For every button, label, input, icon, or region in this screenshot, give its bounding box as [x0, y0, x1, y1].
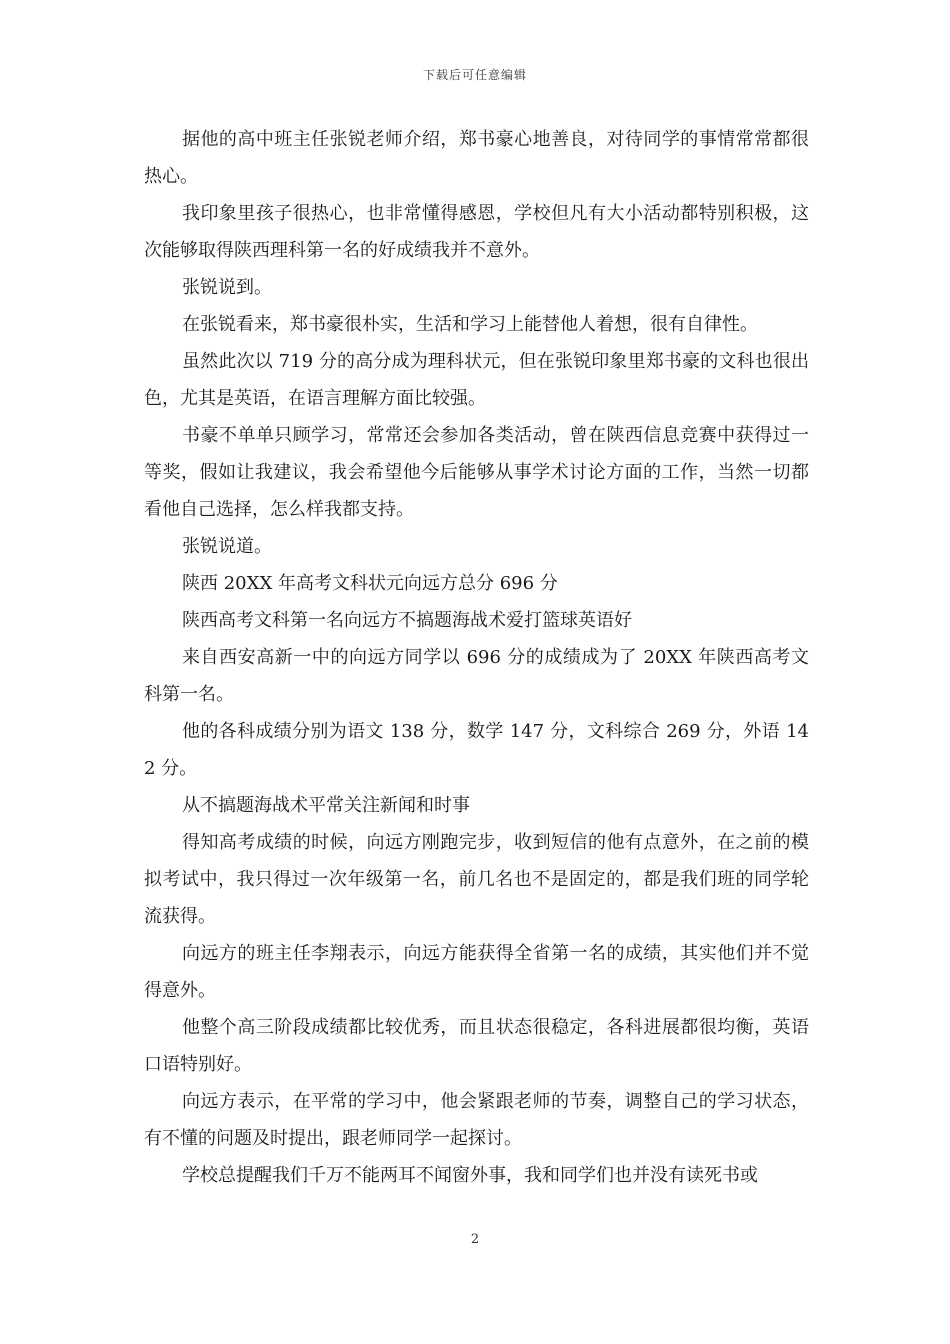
page-number: 2 [470, 1232, 480, 1247]
paragraph: 得知高考成绩的时候，向远方刚跑完步，收到短信的他有点意外，在之前的模拟考试中，我只得过一次年级第一名，前几名也不是固定的，都是我们班的同学轮流获得。 [144, 832, 809, 927]
paragraph: 他整个高三阶段成绩都比较优秀，而且状态很稳定，各科进展都很均衡，英语口语特别好。 [144, 1017, 809, 1075]
paragraph: 向远方的班主任李翔表示，向远方能获得全省第一名的成绩，其实他们并不觉得意外。 [144, 943, 809, 1001]
paragraph: 从不搞题海战术平常关注新闻和时事 [182, 795, 470, 816]
paragraph: 张锐说到。 [182, 277, 272, 298]
paragraph: 来自西安高新一中的向远方同学以 696 分的成绩成为了 20XX 年陕西高考文科第一名。 [144, 647, 809, 705]
paragraph: 虽然此次以 719 分的高分成为理科状元，但在张锐印象里郑书豪的文科也很出色，尤其是英语，在语言理解方面比较强。 [144, 351, 809, 409]
page-header: 下载后可任意编辑 [422, 68, 527, 82]
paragraph: 陕西 20XX 年高考文科状元向远方总分 696 分 [182, 573, 558, 594]
paragraph: 据他的高中班主任张锐老师介绍，郑书豪心地善良，对待同学的事情常常都很热心。 [144, 129, 809, 187]
paragraph: 书豪不单单只顾学习，常常还会参加各类活动，曾在陕西信息竞赛中获得过一等奖，假如让我建议，我会希望他今后能够从事学术讨论方面的工作，当然一切都看他自己选择，怎么样我都支持。 [144, 425, 809, 520]
document-body [144, 121, 809, 1194]
paragraph: 陕西高考文科第一名向远方不搞题海战术爱打篮球英语好 [182, 610, 632, 631]
paragraph: 学校总提醒我们千万不能两耳不闻窗外事，我和同学们也并没有读死书或 [182, 1165, 758, 1186]
paragraph: 张锐说道。 [182, 536, 272, 557]
paragraph: 他的各科成绩分别为语文 138 分，数学 147 分，文科综合 269 分，外语 142 分。 [144, 721, 809, 779]
paragraph: 向远方表示，在平常的学习中，他会紧跟老师的节奏，调整自己的学习状态，有不懂的问题及时提出，跟老师同学一起探讨。 [144, 1091, 809, 1149]
paragraph: 在张锐看来，郑书豪很朴实，生活和学习上能替他人着想，很有自律性。 [182, 314, 758, 335]
paragraph: 我印象里孩子很热心，也非常懂得感恩，学校但凡有大小活动都特别积极，这次能够取得陕西理科第一名的好成绩我并不意外。 [144, 203, 809, 261]
